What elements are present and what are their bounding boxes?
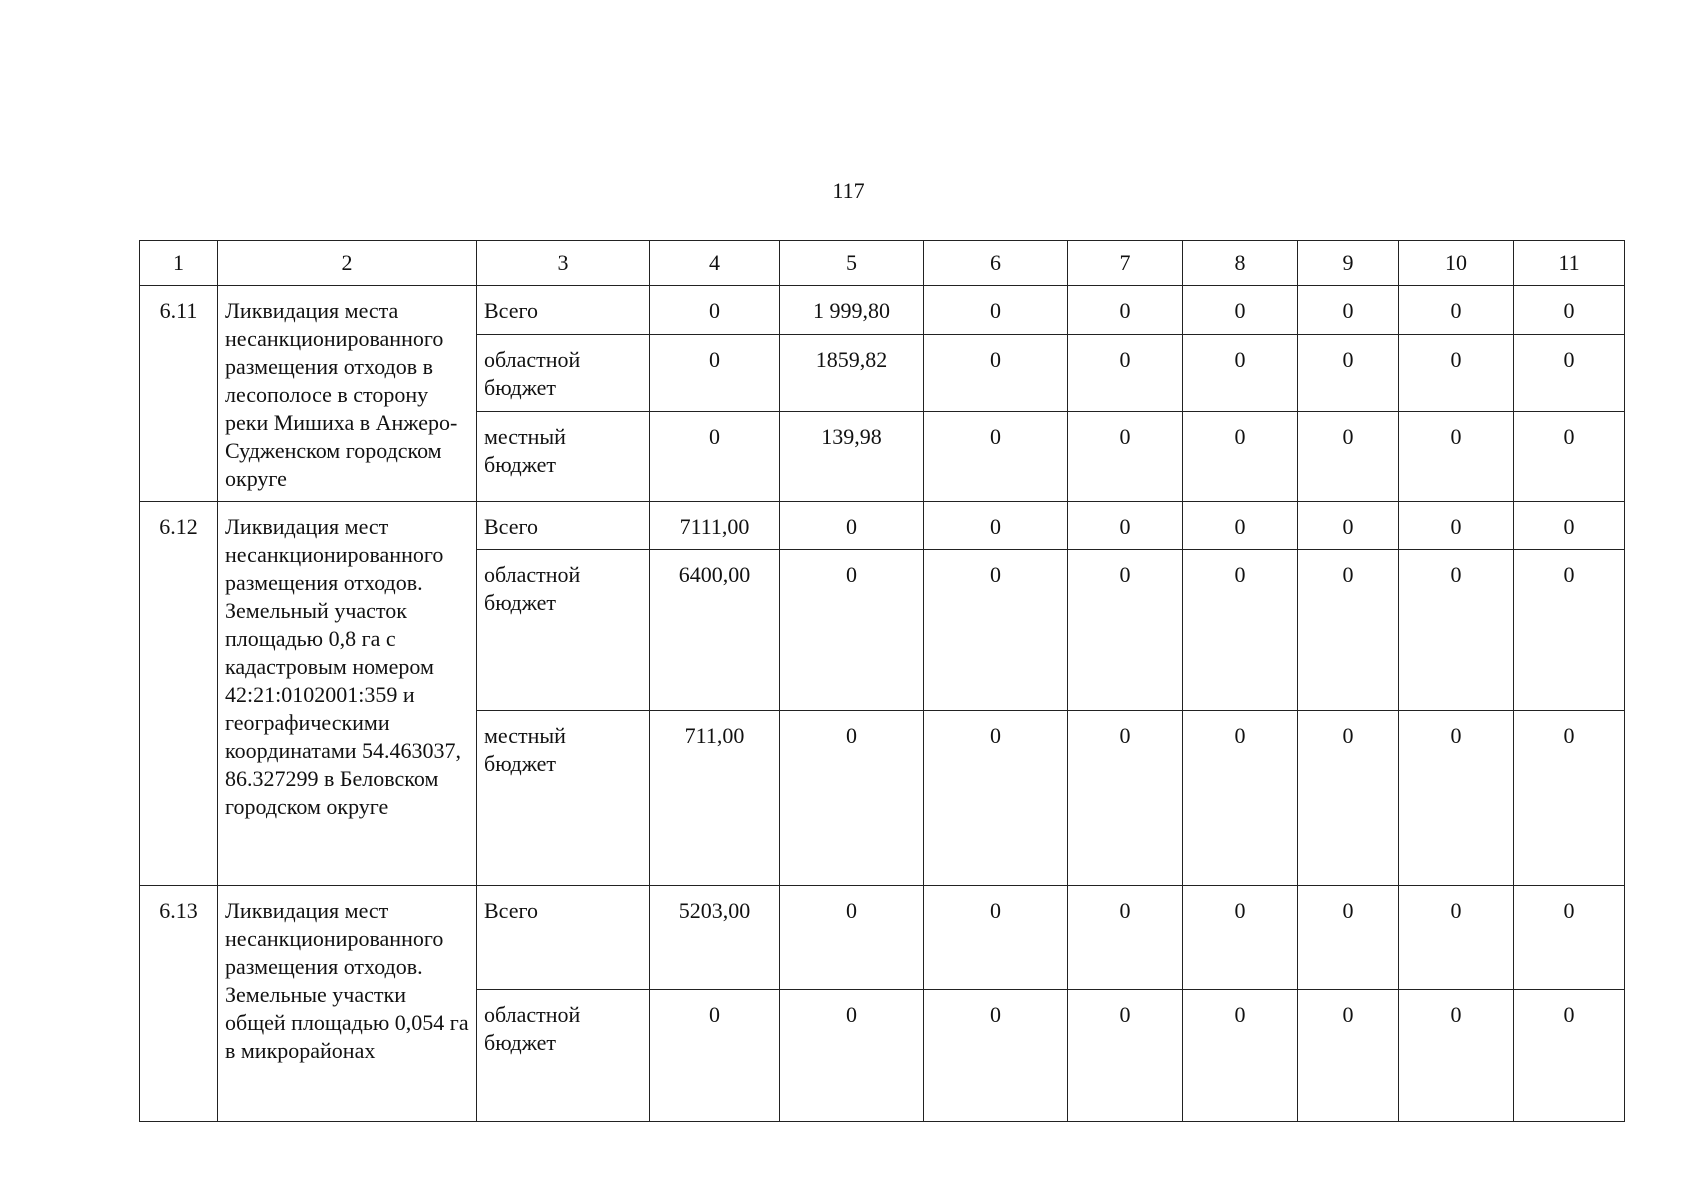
funding-source: местный бюджет bbox=[477, 711, 650, 886]
value-cell: 0 bbox=[1514, 886, 1625, 990]
value-cell: 0 bbox=[1399, 711, 1514, 886]
value-cell: 0 bbox=[1068, 550, 1183, 711]
value-cell: 1 999,80 bbox=[780, 286, 924, 335]
item-code: 6.13 bbox=[140, 886, 218, 1122]
funding-source: областной бюджет bbox=[477, 550, 650, 711]
value-cell: 0 bbox=[924, 711, 1068, 886]
value-cell: 0 bbox=[1399, 990, 1514, 1122]
value-cell: 0 bbox=[1068, 335, 1183, 412]
value-cell: 711,00 bbox=[650, 711, 780, 886]
value-cell: 0 bbox=[1068, 412, 1183, 502]
value-cell: 0 bbox=[1298, 886, 1399, 990]
value-cell: 0 bbox=[1514, 550, 1625, 711]
item-name: Ликвидация мест несанкционированного размещения отходов. Земельные участки общей площадью 0,054 га в микрорайонах bbox=[218, 886, 477, 1122]
value-cell: 0 bbox=[1068, 990, 1183, 1122]
value-cell: 0 bbox=[780, 886, 924, 990]
column-number-cell: 9 bbox=[1298, 241, 1399, 286]
value-cell: 0 bbox=[1183, 335, 1298, 412]
value-cell: 0 bbox=[1514, 412, 1625, 502]
column-number-cell: 6 bbox=[924, 241, 1068, 286]
value-cell: 0 bbox=[1399, 886, 1514, 990]
column-number-row bbox=[140, 241, 1625, 286]
value-cell: 0 bbox=[924, 886, 1068, 990]
value-cell: 0 bbox=[1183, 990, 1298, 1122]
value-cell: 0 bbox=[780, 990, 924, 1122]
budget-table bbox=[139, 240, 1625, 1122]
value-cell: 0 bbox=[1183, 502, 1298, 550]
funding-source: областной бюджет bbox=[477, 335, 650, 412]
value-cell: 0 bbox=[924, 286, 1068, 335]
value-cell: 0 bbox=[1298, 711, 1399, 886]
value-cell: 0 bbox=[924, 550, 1068, 711]
value-cell: 0 bbox=[924, 502, 1068, 550]
column-number-cell: 3 bbox=[477, 241, 650, 286]
value-cell: 0 bbox=[924, 990, 1068, 1122]
value-cell: 0 bbox=[1514, 335, 1625, 412]
item-code: 6.11 bbox=[140, 286, 218, 502]
item-name: Ликвидация мест несанкционированного размещения отходов. Земельный участок площадью 0,8 га с кадастровым номером 42:21:0102001:359 и географическими координатами 54.463037, 86.327299 в Беловском городском округе bbox=[218, 502, 477, 886]
value-cell: 0 bbox=[1183, 886, 1298, 990]
value-cell: 0 bbox=[780, 711, 924, 886]
value-cell: 6400,00 bbox=[650, 550, 780, 711]
value-cell: 5203,00 bbox=[650, 886, 780, 990]
column-number-cell: 1 bbox=[140, 241, 218, 286]
item-code: 6.12 bbox=[140, 502, 218, 886]
column-number-cell: 2 bbox=[218, 241, 477, 286]
column-number-cell: 10 bbox=[1399, 241, 1514, 286]
funding-source: Всего bbox=[477, 886, 650, 990]
value-cell: 0 bbox=[1399, 550, 1514, 711]
column-number-cell: 4 bbox=[650, 241, 780, 286]
table-row bbox=[140, 502, 1625, 550]
funding-source: Всего bbox=[477, 502, 650, 550]
funding-source: местный бюджет bbox=[477, 412, 650, 502]
value-cell: 0 bbox=[650, 990, 780, 1122]
value-cell: 7111,00 bbox=[650, 502, 780, 550]
value-cell: 139,98 bbox=[780, 412, 924, 502]
value-cell: 0 bbox=[1183, 286, 1298, 335]
value-cell: 0 bbox=[1399, 502, 1514, 550]
item-name: Ликвидация места несанкционированного размещения отходов в лесополосе в сторону реки Мишиха в Анжеро-Судженском городском округе bbox=[218, 286, 477, 502]
value-cell: 0 bbox=[1298, 412, 1399, 502]
value-cell: 0 bbox=[650, 286, 780, 335]
column-number-cell: 11 bbox=[1514, 241, 1625, 286]
value-cell: 0 bbox=[1399, 335, 1514, 412]
column-number-cell: 8 bbox=[1183, 241, 1298, 286]
page-number: 117 bbox=[832, 178, 865, 203]
column-number-cell: 5 bbox=[780, 241, 924, 286]
table-row bbox=[140, 286, 1625, 335]
value-cell: 0 bbox=[1298, 286, 1399, 335]
value-cell: 0 bbox=[1068, 502, 1183, 550]
value-cell: 0 bbox=[924, 335, 1068, 412]
value-cell: 1859,82 bbox=[780, 335, 924, 412]
funding-source: областной бюджет bbox=[477, 990, 650, 1122]
table-row bbox=[140, 886, 1625, 990]
value-cell: 0 bbox=[1183, 550, 1298, 711]
value-cell: 0 bbox=[780, 550, 924, 711]
funding-source: Всего bbox=[477, 286, 650, 335]
value-cell: 0 bbox=[1514, 711, 1625, 886]
value-cell: 0 bbox=[780, 502, 924, 550]
value-cell: 0 bbox=[1399, 286, 1514, 335]
value-cell: 0 bbox=[1068, 286, 1183, 335]
value-cell: 0 bbox=[1068, 711, 1183, 886]
value-cell: 0 bbox=[1183, 711, 1298, 886]
value-cell: 0 bbox=[1514, 990, 1625, 1122]
value-cell: 0 bbox=[1068, 886, 1183, 990]
value-cell: 0 bbox=[1298, 502, 1399, 550]
value-cell: 0 bbox=[1298, 335, 1399, 412]
value-cell: 0 bbox=[924, 412, 1068, 502]
value-cell: 0 bbox=[1183, 412, 1298, 502]
value-cell: 0 bbox=[1399, 412, 1514, 502]
value-cell: 0 bbox=[1298, 550, 1399, 711]
value-cell: 0 bbox=[1298, 990, 1399, 1122]
value-cell: 0 bbox=[650, 412, 780, 502]
value-cell: 0 bbox=[1514, 286, 1625, 335]
value-cell: 0 bbox=[1514, 502, 1625, 550]
value-cell: 0 bbox=[650, 335, 780, 412]
column-number-cell: 7 bbox=[1068, 241, 1183, 286]
